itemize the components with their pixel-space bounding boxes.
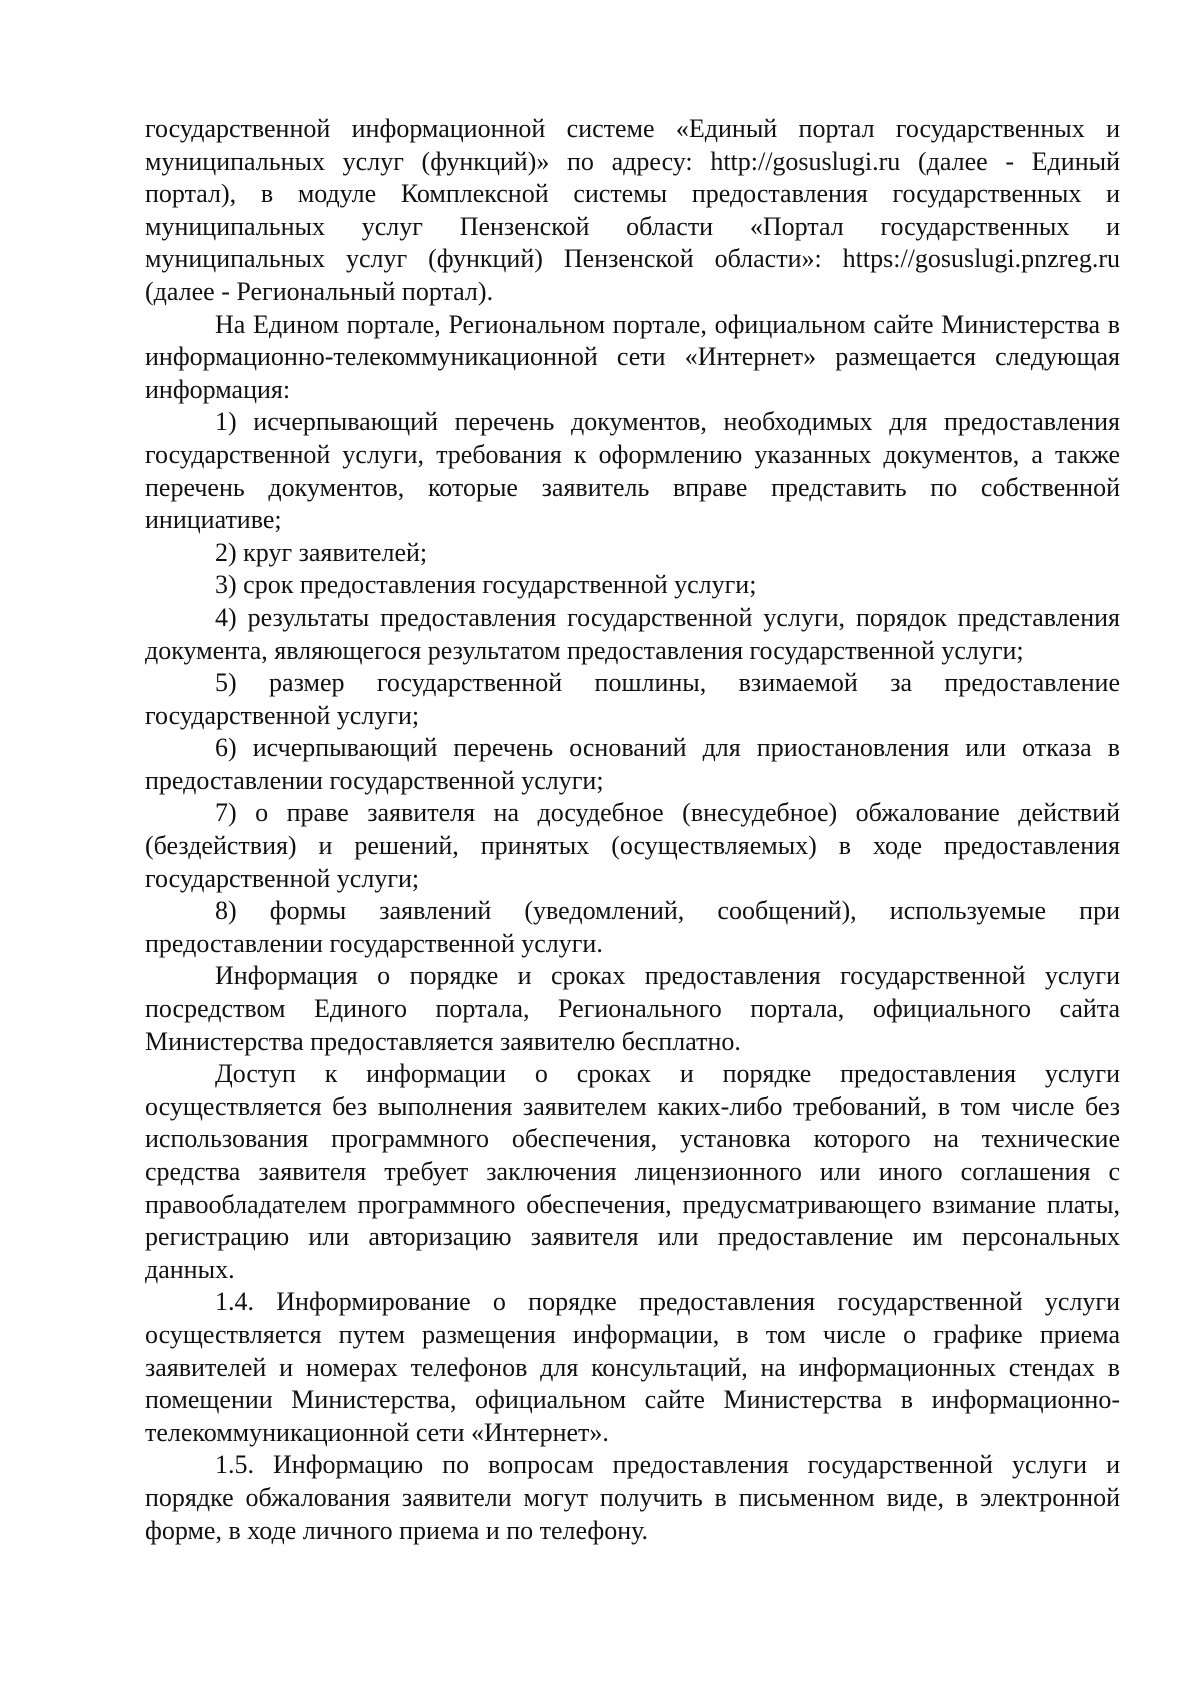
section-1-4: 1.4. Информирование о порядке предоставления государственной услуги осуществляется путем размещения информации, в том числе о графике приема заявителей и номерах телефонов для консультаций, на информационных стендах в помещении Министерства, официальном сайте Министерства в информационно-телекоммуникационной сети «Интернет».: [145, 1287, 1120, 1447]
list-item-8: 8) формы заявлений (уведомлений, сообщений), используемые при предоставлении государственной услуги.: [145, 896, 1120, 958]
list-item-4: 4) результаты предоставления государственной услуги, порядок представления документа, являющегося результатом предоставления государственной услуги;: [145, 602, 1120, 665]
list-item-1: 1) исчерпывающий перечень документов, необходимых для предоставления государственной услуги, требования к оформлению указанных документов, а также перечень документов, которые заявитель вправе представить по собственной инициативе;: [145, 407, 1120, 535]
list-item-6: 6) исчерпывающий перечень оснований для приостановления или отказа в предоставлении государственной услуги;: [145, 733, 1120, 795]
list-item-7: 7) о праве заявителя на досудебное (внесудебное) обжалование действий (бездействия) и решений, принятых (осуществляемых) в ходе предоставления государственной услуги;: [145, 798, 1120, 893]
paragraph-free-info: Информация о порядке и сроках предоставления государственной услуги посредством Единого портала, Регионального портала, официального сайта Министерства предоставляется заявителю бесплатно.: [145, 961, 1120, 1056]
paragraph-access: Доступ к информации о сроках и порядке предоставления услуги осуществляется без выполнения заявителем каких-либо требований, в том числе без использования программного обеспечения, установка которого на технические средства заявителя требует заключения лицензионного или иного соглашения с правообладателем программного обеспечения, предусматривающего взимание платы, регистрацию или авторизацию заявителя или предоставление им персональных данных.: [145, 1059, 1120, 1284]
list-item-2: 2) круг заявителей;: [215, 537, 428, 567]
document-body: [145, 113, 1120, 1547]
section-1-5: 1.5. Информацию по вопросам предоставления государственной услуги и порядке обжалования заявители могут получить в письменном виде, в электронной форме, в ходе личного приема и по телефону.: [145, 1450, 1120, 1545]
paragraph-info-placement: На Едином портале, Региональном портале, официальном сайте Министерства в информационно-телекоммуникационной сети «Интернет» размещается следующая информация:: [145, 309, 1120, 404]
paragraph-portal-continuation: государственной информационной системе «Единый портал государственных и муниципальных услуг (функций)» по адресу: http://gosuslugi.ru (далее - Единый портал), в модуле Комплексной системы предоставления государственных и муниципальных услуг Пензенской области «Портал государственных и муниципальных услуг (функций) Пензенской области»: https://gosuslugi.pnzreg.ru (далее - Региональный портал).: [145, 114, 1120, 306]
list-item-3: 3) срок предоставления государственной услуги;: [215, 570, 757, 600]
list-item-5: 5) размер государственной пошлины, взимаемой за предоставление государственной услуги;: [145, 668, 1120, 730]
